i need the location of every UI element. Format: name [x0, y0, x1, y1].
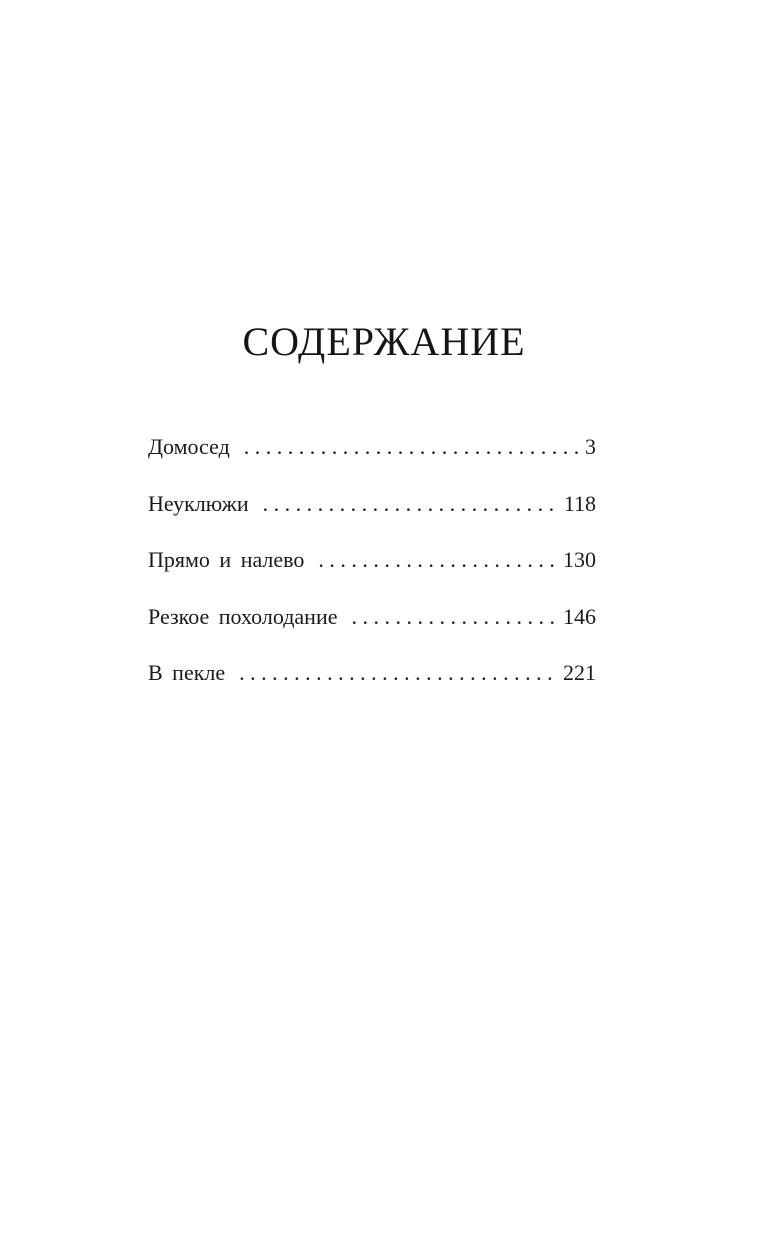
dot-leader [352, 600, 560, 634]
toc-entry [148, 430, 596, 487]
toc-page-number: 146 [563, 603, 596, 629]
toc-entry-title: Резкое похолодание [148, 603, 338, 629]
dot-leader [263, 487, 560, 521]
toc-entry-title: Неуклюжи [148, 490, 249, 516]
toc-entry [148, 656, 596, 713]
toc-entry-title: В пекле [148, 660, 226, 685]
toc-entry-title: Домосед [148, 434, 230, 459]
table-of-contents [148, 430, 596, 713]
dot-leader [239, 656, 559, 690]
toc-page-number: 221 [563, 660, 596, 685]
toc-entry [148, 543, 596, 600]
dot-leader [244, 430, 581, 464]
toc-page-number: 118 [563, 490, 596, 516]
toc-entry [148, 600, 596, 657]
toc-page-number: 130 [563, 547, 596, 572]
toc-entry-title: Прямо и налево [148, 547, 305, 572]
toc-entry [148, 487, 596, 544]
page-title: СОДЕРЖАНИЕ [242, 319, 526, 364]
dot-leader [318, 543, 559, 577]
toc-page-number: 3 [585, 434, 596, 459]
